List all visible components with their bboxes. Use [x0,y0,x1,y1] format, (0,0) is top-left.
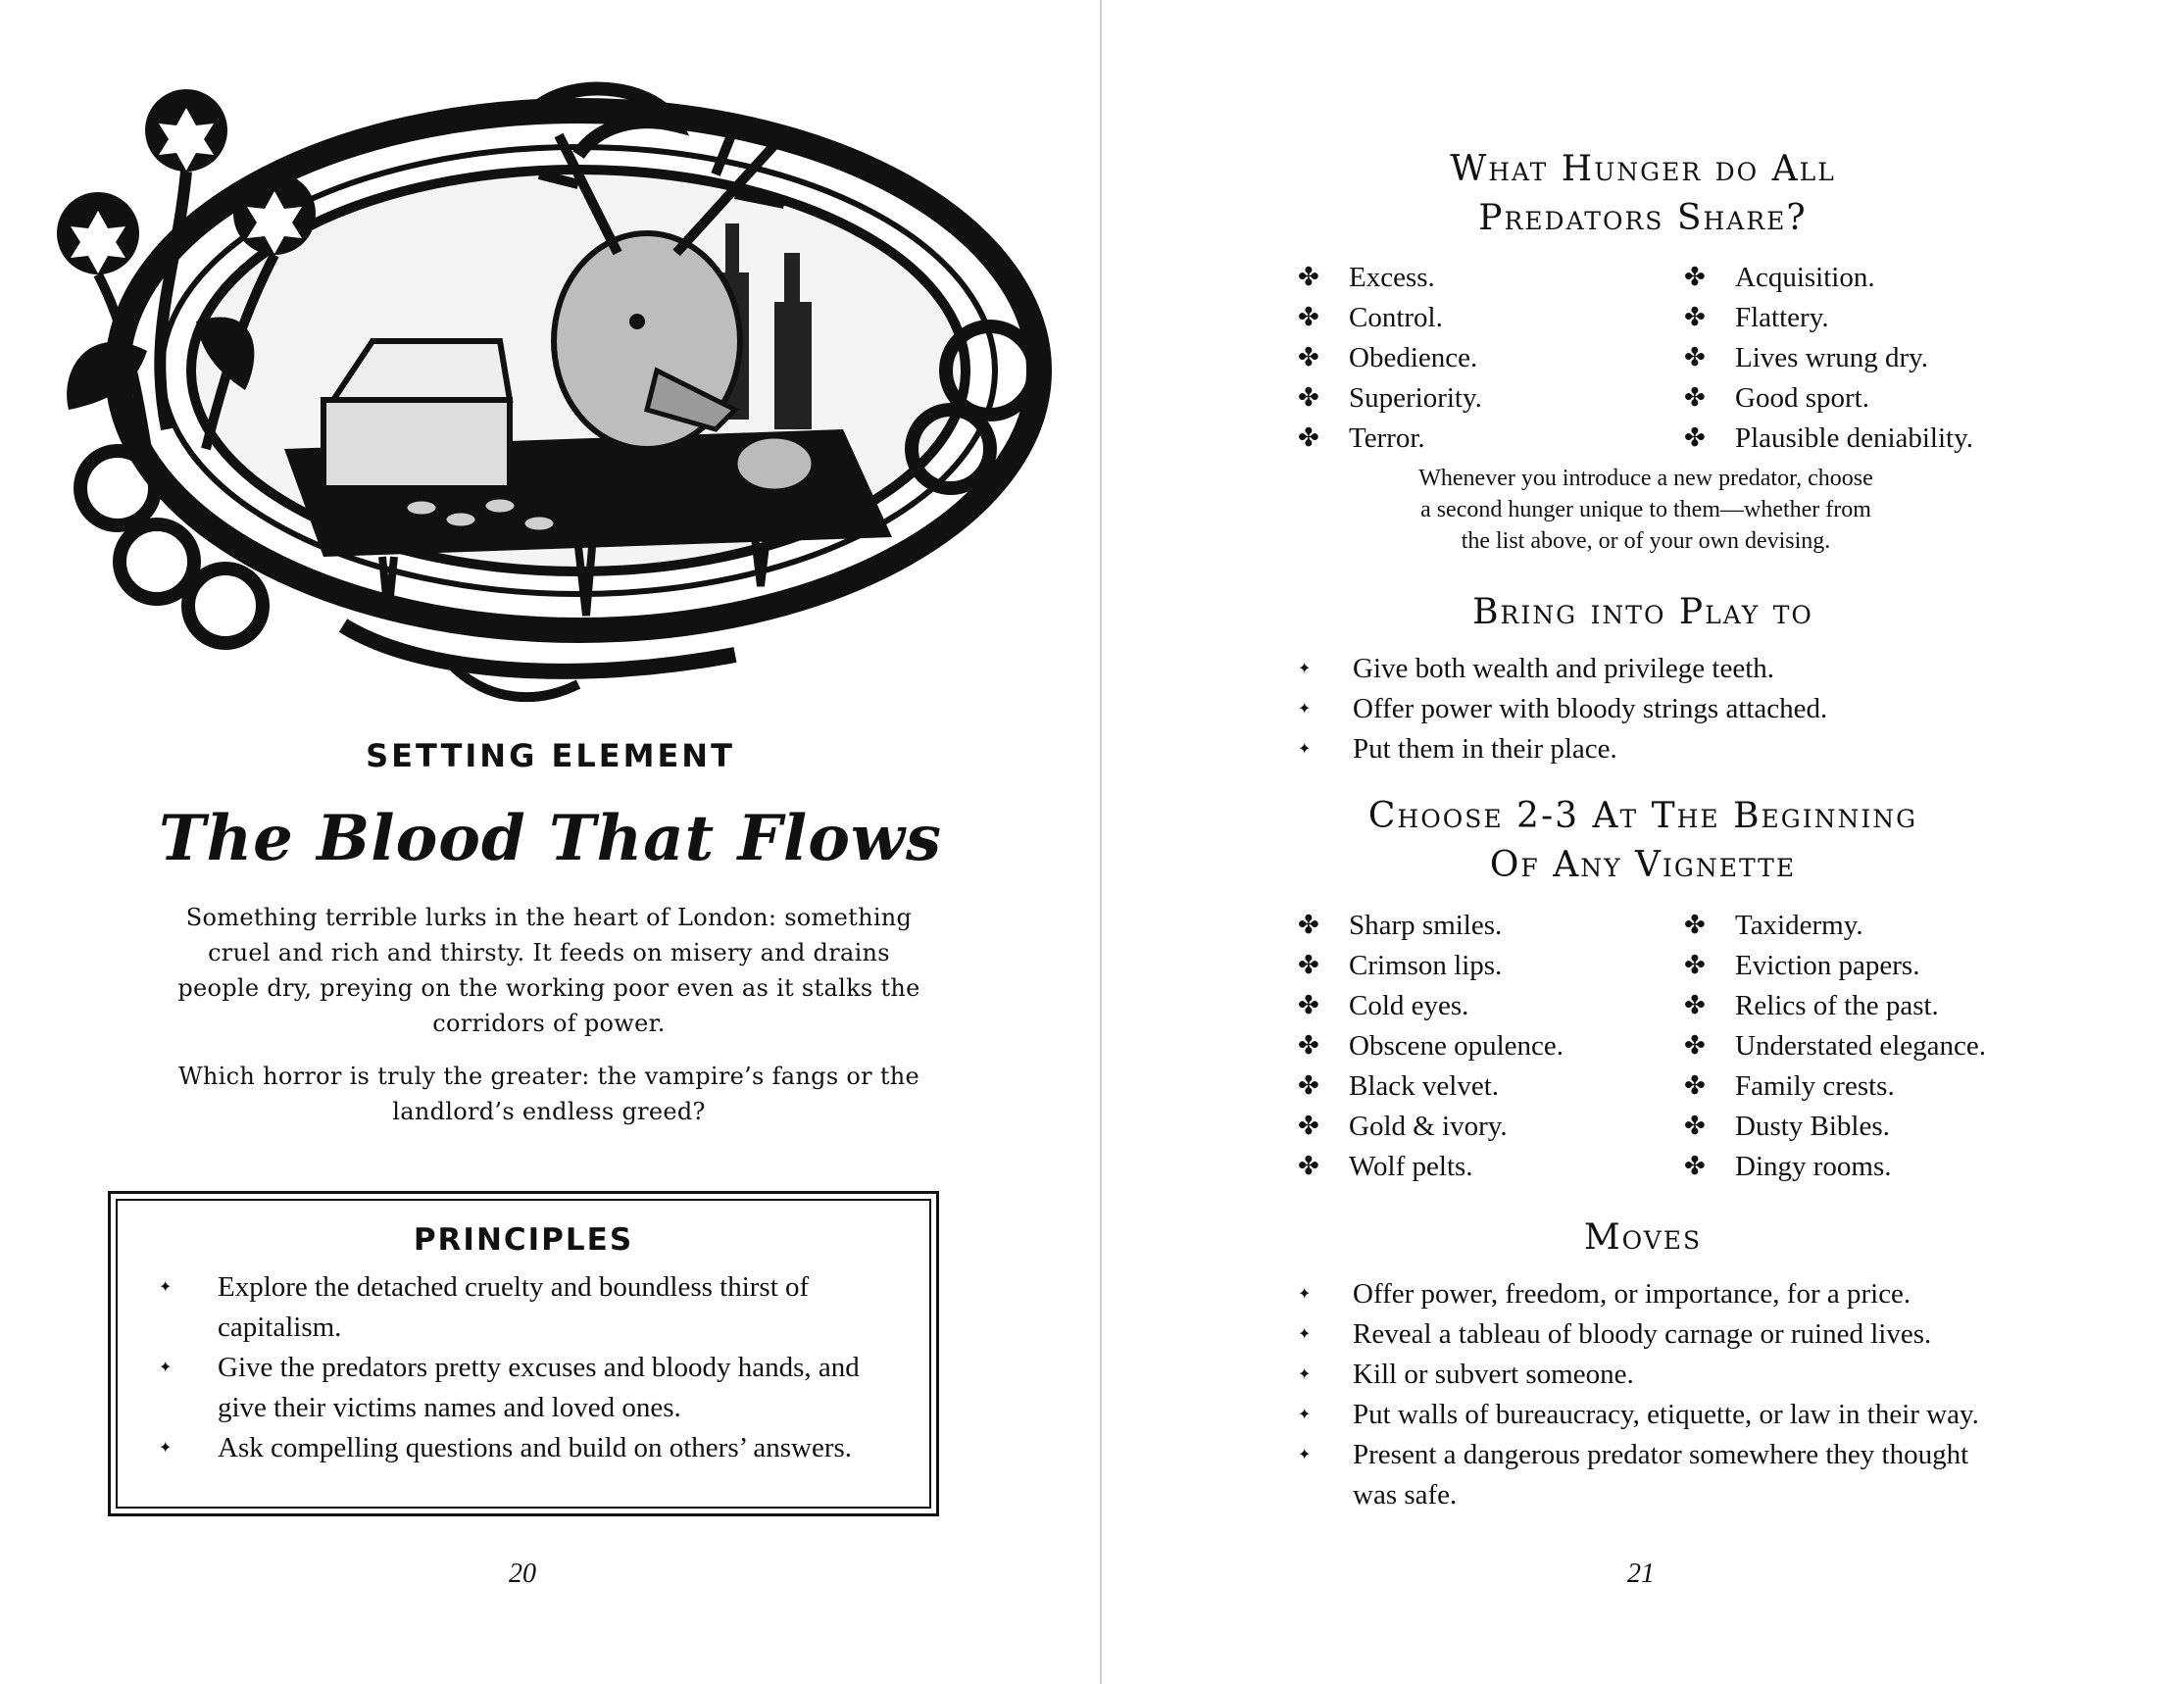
principles-inner-border [116,1199,931,1509]
list-item [1288,649,2151,689]
principles-title: PRINCIPLES [413,1222,634,1258]
list-item [1684,338,2076,378]
list-item-text: Wolf pelts. [1349,1151,1473,1182]
celtic-knot-icon: ✤ [1298,1112,1319,1141]
list-item [1684,378,2076,419]
list-item-text: Terror. [1349,422,1425,454]
list-item-text: Crimson lips. [1349,950,1503,981]
list-item-text: Give both wealth and privilege teeth. [1353,653,1775,684]
four-point-star-icon: ✦ [1298,1407,1312,1423]
moves-list [1288,1274,2151,1515]
list-item-text: Offer power with bloody strings attached. [1353,693,1828,724]
page-number: 20 [509,1559,536,1589]
hunger-column-2 [1684,258,2076,459]
list-item-text: Explore the detached cruelty and boundless thirst of capitalism. [218,1271,810,1343]
list-item-text: Flattery. [1735,302,1829,333]
celtic-knot-icon: ✤ [1684,1071,1706,1101]
celtic-knot-icon: ✤ [1684,343,1706,372]
list-item-text: Offer power, freedom, or importance, for a price. [1353,1278,1911,1310]
list-item-text: Black velvet. [1349,1070,1500,1102]
list-item [1288,1314,2151,1355]
celtic-knot-icon: ✤ [1684,423,1706,453]
list-item-text: Gold & ivory. [1349,1111,1508,1142]
list-item [1298,1107,1690,1147]
bring-list [1288,649,2151,769]
choose-column-1 [1298,906,1690,1187]
list-item [1684,1147,2076,1187]
celtic-knot-icon: ✤ [1684,303,1706,332]
list-item-text: Acquisition. [1735,262,1875,293]
list-item-text: Eviction papers. [1735,950,1920,981]
list-item-text: Superiority. [1349,382,1482,414]
list-item [1684,258,2076,298]
list-item [1298,946,1690,986]
list-item [1288,689,2151,729]
celtic-knot-icon: ✤ [1298,991,1319,1020]
four-point-star-icon: ✦ [1298,741,1312,758]
list-item [1684,946,2076,986]
moves-heading: Moves [1583,1217,1703,1258]
list-item-text: Dingy rooms. [1735,1151,1892,1182]
four-point-star-icon: ✦ [1298,1326,1312,1343]
principles-box [108,1191,939,1516]
celtic-knot-icon: ✤ [1298,1152,1319,1181]
choose-column-2 [1684,906,2076,1187]
list-item-text: Give the predators pretty excuses and bloody hands, and give their victims names and loved ones. [218,1352,860,1423]
four-point-star-icon: ✦ [1298,1366,1312,1383]
hunger-list [1298,258,2141,464]
list-item [1684,906,2076,946]
list-item-text: Put them in their place. [1353,733,1617,765]
celtic-knot-icon: ✤ [1298,303,1319,332]
celtic-knot-icon: ✤ [1684,263,1706,292]
list-item-text: Good sport. [1735,382,1869,414]
list-item-text: Cold eyes. [1349,990,1469,1021]
list-item [1298,1026,1690,1066]
four-point-star-icon: ✦ [159,1440,173,1457]
list-item-text: Understated elegance. [1735,1030,1987,1062]
list-item [1684,298,2076,338]
four-point-star-icon: ✦ [1298,1286,1312,1303]
list-item-text: Sharp smiles. [1349,910,1503,941]
four-point-star-icon: ✦ [1298,701,1312,718]
list-item-text: Excess. [1349,262,1435,293]
note-line: the list above, or of your own devising. [1461,528,1831,554]
celtic-knot-icon: ✤ [1684,911,1706,940]
list-item [147,1428,912,1468]
list-item [1298,378,1690,419]
list-item [1684,419,2076,459]
principles-list [147,1267,912,1468]
bring-heading: Bring into Play to [1472,592,1813,632]
list-item-text: Obscene opulence. [1349,1030,1564,1062]
hunger-column-1 [1298,258,1690,459]
list-item-text: Reveal a tableau of bloody carnage or ruined lives. [1353,1318,1932,1350]
celtic-knot-icon: ✤ [1684,1112,1706,1141]
celtic-knot-icon: ✤ [1298,343,1319,372]
list-item [1298,419,1690,459]
list-item [1684,1066,2076,1107]
list-item-text: Kill or subvert someone. [1353,1359,1634,1390]
intro-paragraph: Which horror is truly the greater: the vampire’s fangs or the landlord’s endless greed? [177,1063,920,1125]
hunger-note [1357,463,1935,557]
list-item [1288,1274,2151,1314]
list-item-text: Dusty Bibles. [1735,1111,1890,1142]
celtic-knot-icon: ✤ [1684,951,1706,980]
celtic-knot-icon: ✤ [1298,1071,1319,1101]
page-number: 21 [1627,1559,1655,1589]
list-item [1298,986,1690,1026]
choose-list [1298,906,2141,1190]
hunger-heading [1102,145,2184,243]
celtic-knot-icon: ✤ [1684,991,1706,1020]
celtic-knot-icon: ✤ [1298,383,1319,413]
intro-paragraph: Something terrible lurks in the heart of London: something cruel and rich and thirsty. It feeds on misery and drains people dry, preying on the working poor even as it stalks the corridors of power. [177,904,920,1037]
list-item-text: Taxidermy. [1735,910,1863,941]
celtic-knot-icon: ✤ [1298,1031,1319,1061]
heading-line: Of Any Vignette [1489,845,1797,885]
list-item [147,1348,912,1428]
list-item-text: Relics of the past. [1735,990,1939,1021]
celtic-knot-icon: ✤ [1684,383,1706,413]
four-point-star-icon: ✦ [159,1279,173,1296]
right-page [1102,0,2184,1684]
list-item [1684,1107,2076,1147]
list-item [1684,986,2076,1026]
list-item-text: Family crests. [1735,1070,1895,1102]
list-item [1298,1147,1690,1187]
list-item [1298,298,1690,338]
heading-line: What Hunger do All [1450,149,1836,189]
choose-heading [1102,792,2184,890]
list-item [1288,1355,2151,1395]
note-line: a second hunger unique to them—whether from [1420,497,1871,522]
intro-text [176,900,921,1147]
celtic-knot-icon: ✤ [1298,263,1319,292]
heading-line: Choose 2-3 At The Beginning [1367,796,1918,836]
list-item [1288,729,2151,769]
list-item-text: Lives wrung dry. [1735,342,1929,373]
list-item-text: Present a dangerous predator somewhere they thought was safe. [1353,1439,1969,1511]
list-item [147,1267,912,1348]
heading-line: Predators Share? [1478,198,1808,238]
list-item [1288,1395,2151,1435]
list-item [1684,1026,2076,1066]
list-item [1298,338,1690,378]
celtic-knot-icon: ✤ [1298,911,1319,940]
list-item-text: Control. [1349,302,1443,333]
stag-head-treasure-frame-illustration [29,76,1068,704]
note-line: Whenever you introduce a new predator, choose [1418,466,1873,491]
page-title: The Blood That Flows [159,802,942,875]
celtic-knot-icon: ✤ [1684,1031,1706,1061]
list-item [1288,1435,1980,1515]
celtic-knot-icon: ✤ [1298,951,1319,980]
four-point-star-icon: ✦ [1298,661,1312,677]
list-item-text: Obedience. [1349,342,1478,373]
list-item [1298,1066,1690,1107]
list-item-text: Plausible deniability. [1735,422,1973,454]
four-point-star-icon: ✦ [159,1360,173,1376]
four-point-star-icon: ✦ [1298,1447,1312,1463]
list-item-text: Put walls of bureaucracy, etiquette, or law in their way. [1353,1399,1979,1430]
celtic-knot-icon: ✤ [1298,423,1319,453]
list-item-text: Ask compelling questions and build on others’ answers. [218,1432,853,1463]
list-item [1298,258,1690,298]
list-item [1298,906,1690,946]
setting-element-label: SETTING ELEMENT [366,737,735,774]
celtic-knot-icon: ✤ [1684,1152,1706,1181]
